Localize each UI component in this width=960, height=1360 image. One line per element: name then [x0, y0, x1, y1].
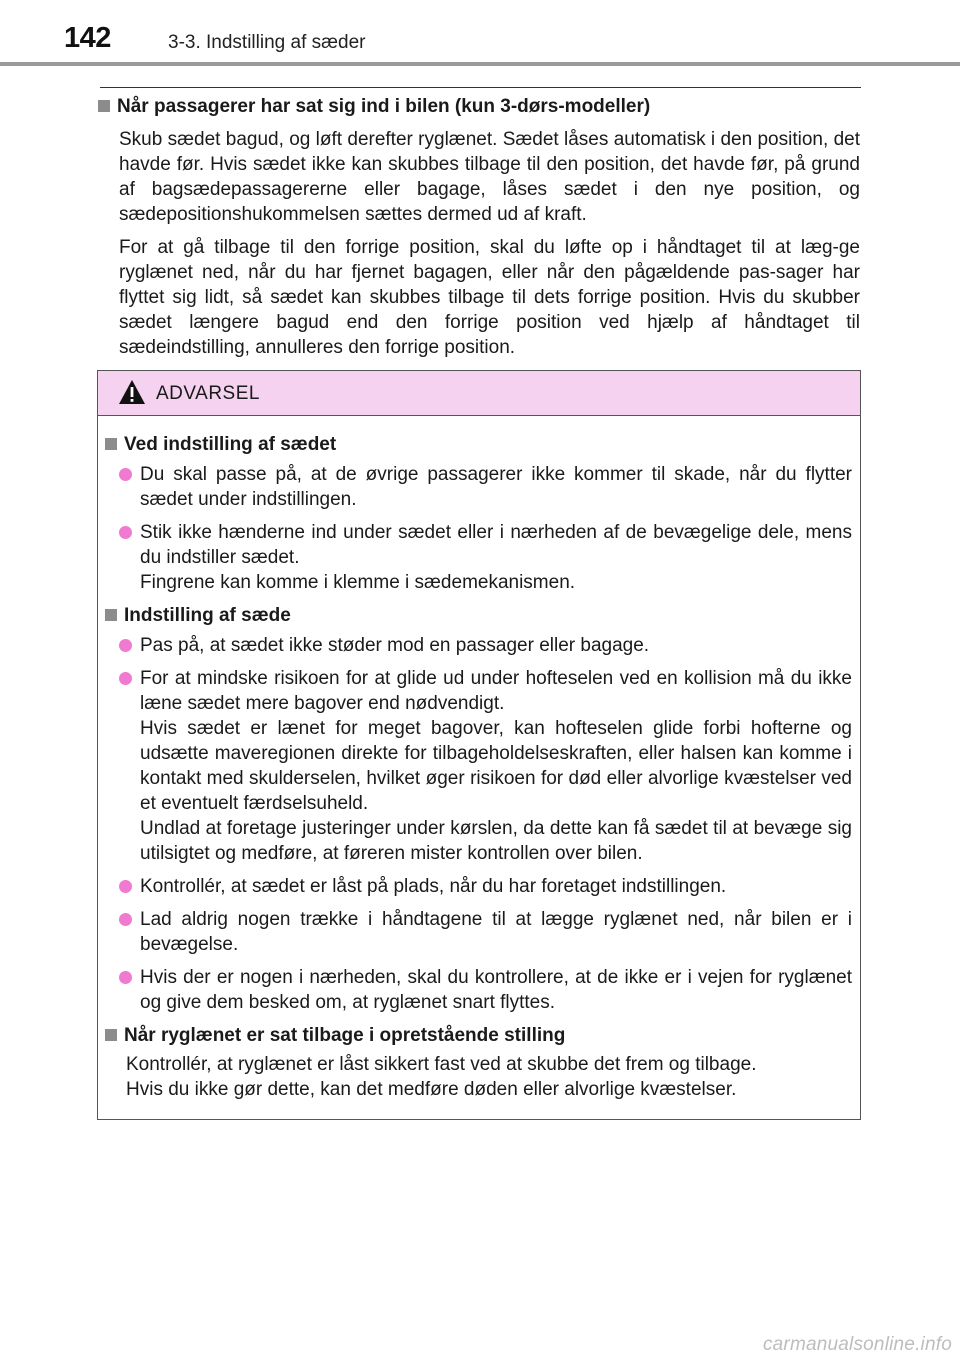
warning-section-heading: Når ryglænet er sat tilbage i opretstående stilling: [105, 1023, 852, 1048]
header-rule: [0, 62, 960, 66]
intro-paragraph: For at gå tilbage til den forrige position, skal du løfte op i håndtaget til at læg-ge ryglænet ned, når du har fjernet bagagen, eller når den pågældende pas-sager har flyttet sig lidt, så sædet kan skubbes tilbage til dets forrige position. Hvis du skubber sædet længere bagud end den forrige position ved hjælp af håndtaget til sædeindstilling, annulleres den forrige position.: [119, 237, 860, 358]
bullet-dot-icon: [119, 468, 132, 481]
warning-triangle-icon: [118, 379, 146, 405]
warning-title: ADVARSEL: [156, 383, 260, 404]
list-item: Stik ikke hænderne ind under sædet eller i nærheden af de bevægelige dele, mens du indstiller sædet. Fingrene kan komme i klemme i sædemekanismen.: [119, 520, 852, 595]
warning-header: [98, 371, 860, 416]
page-header: [0, 0, 960, 66]
list-item: For at mindske risikoen for at glide ud under hofteselen ved en kollision må du ikke læne sædet mere bagover end nødvendigt. Hvis sædet er lænet for meget bagover, kan hofteselen glide forbi hofterne og udsætte maveregionen direkte for tilbageholdelseskraften, eller halsen kan komme i kontakt med skulderselen, hvilket øger risikoen for død eller alvorlige kvæstelser ved et eventuelt færdselsuheld. Undlad at foretage justeringer under kørslen, da dette kan få sædet til at bevæge sig utilsigtet og medføre, at føreren mister kontrollen over bilen.: [119, 666, 852, 866]
bullet-dot-icon: [119, 880, 132, 893]
square-bullet-icon: [105, 609, 117, 621]
warning-section-heading: Indstilling af sæde: [105, 603, 852, 628]
list-item: Du skal passe på, at de øvrige passagerer ikke kommer til skade, når du flytter sædet under indstillingen.: [119, 462, 852, 512]
list-item: Pas på, at sædet ikke støder mod en passager eller bagage.: [119, 633, 852, 658]
bullet-dot-icon: [119, 639, 132, 652]
section-title: 3-3. Indstilling af sæder: [168, 32, 366, 53]
warning-section-heading: Ved indstilling af sædet: [105, 432, 852, 457]
bullet-dot-icon: [119, 913, 132, 926]
watermark: carmanualsonline.info: [762, 1334, 952, 1355]
square-bullet-icon: [105, 1029, 117, 1041]
intro-paragraph: Skub sædet bagud, og løft derefter ryglænet. Sædet låses automatisk i den position, det havde før. Hvis sædet ikke kan skubbes tilbage til den position, det havde før, på grund af bagsædepassagererne eller bagage, låses sædet i den nye position, og sædepositionshukommelsen sættes dermed ud af kraft.: [119, 129, 860, 225]
warning-paragraph: Kontrollér, at ryglænet er låst sikkert fast ved at skubbe det frem og tilbage. Hvis du ikke gør dette, kan det medføre døden eller alvorlige kvæstelser.: [126, 1054, 757, 1100]
square-bullet-icon: [105, 438, 117, 450]
square-bullet-icon: [98, 100, 110, 112]
page-number: 142: [64, 22, 111, 54]
intro-section: [98, 94, 860, 360]
list-item: Kontrollér, at sædet er låst på plads, når du har foretaget indstillingen.: [119, 874, 852, 899]
warning-box: [97, 370, 861, 1120]
list-item: Hvis der er nogen i nærheden, skal du kontrollere, at de ikke er i vejen for ryglænet og give dem besked om, at ryglænet snart flyttes.: [119, 965, 852, 1015]
bullet-dot-icon: [119, 672, 132, 685]
list-item: Lad aldrig nogen trække i håndtagene til at lægge ryglænet ned, når bilen er i bevægelse.: [119, 907, 852, 957]
divider: [100, 87, 861, 88]
intro-heading: [98, 94, 860, 119]
intro-heading-text: Når passagerer har sat sig ind i bilen (kun 3-dørs-modeller): [117, 96, 651, 117]
bullet-dot-icon: [119, 526, 132, 539]
bullet-dot-icon: [119, 971, 132, 984]
warning-body: [98, 416, 860, 1102]
